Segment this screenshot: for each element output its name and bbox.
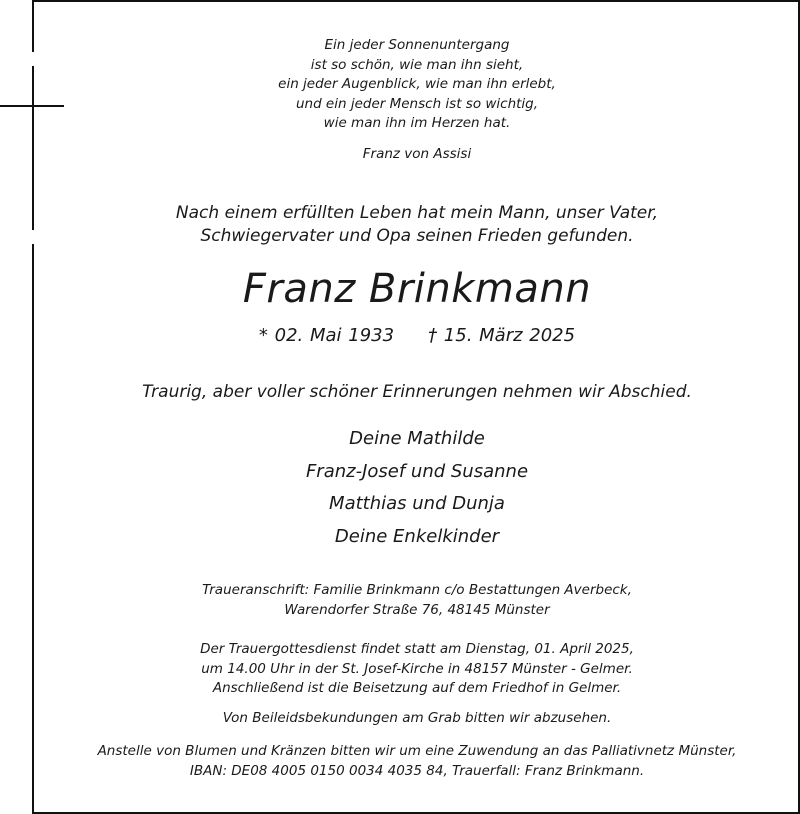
service-line: Anschließend ist die Beisetzung auf dem Friedhof in Gelmer.: [212, 680, 622, 696]
intro-text: [34, 202, 800, 248]
death-date: † 15. März 2025: [428, 325, 576, 346]
deceased-name: Franz Brinkmann: [242, 266, 592, 312]
address-line: Traueranschrift: Familie Brinkmann c/o Bestattungen Averbeck,: [202, 582, 632, 598]
birth-date: * 02. Mai 1933: [258, 325, 395, 346]
poem-line: ist so schön, wie man ihn sieht,: [310, 56, 524, 73]
poem-line: Ein jeder Sonnenuntergang: [324, 37, 510, 53]
family-member: Deine Enkelkinder: [334, 525, 500, 547]
poem-author: Franz von Assisi: [362, 146, 472, 162]
donation-line: Anstelle von Blumen und Kränzen bitten wir um eine Zuwendung an das Palliativnetz Münster,: [97, 743, 737, 759]
family-member: Matthias und Dunja: [329, 493, 505, 514]
donation-line: IBAN: DE08 4005 0150 0034 4035 84, Trauerfall: Franz Brinkmann.: [189, 762, 645, 779]
poem-line: wie man ihn im Herzen hat.: [323, 115, 511, 131]
family-member: Deine Mathilde: [349, 428, 485, 449]
frame-top-border: [33, 0, 800, 2]
address-line: Warendorfer Straße 76, 48145 Münster: [284, 601, 550, 618]
family-member: Franz-Josef und Susanne: [305, 460, 529, 482]
service-line: um 14.00 Uhr in der St. Josef-Kirche in 48157 Münster - Gelmer.: [201, 660, 633, 677]
intro-line: Schwiegervater und Opa seinen Frieden gefunden.: [200, 226, 634, 246]
mourning-address: [34, 581, 800, 620]
service-line: Der Trauergottesdienst findet statt am Dienstag, 01. April 2025,: [200, 641, 634, 657]
farewell-text: Traurig, aber voller schöner Erinnerungen nehmen wir Abschied.: [142, 382, 692, 402]
condolence-note: Von Beileidsbekundungen am Grab bitten wir abzusehen.: [222, 710, 612, 726]
poem-line: und ein jeder Mensch ist so wichtig,: [295, 95, 539, 112]
intro-line: Nach einem erfüllten Leben hat mein Mann, unser Vater,: [175, 203, 659, 223]
family-list: [34, 423, 800, 553]
poem-quote: [34, 36, 800, 134]
life-dates: [34, 325, 800, 346]
poem-line: ein jeder Augenblick, wie man ihn erlebt,: [278, 76, 556, 92]
donation-request: [34, 742, 800, 781]
funeral-service-info: [34, 640, 800, 699]
